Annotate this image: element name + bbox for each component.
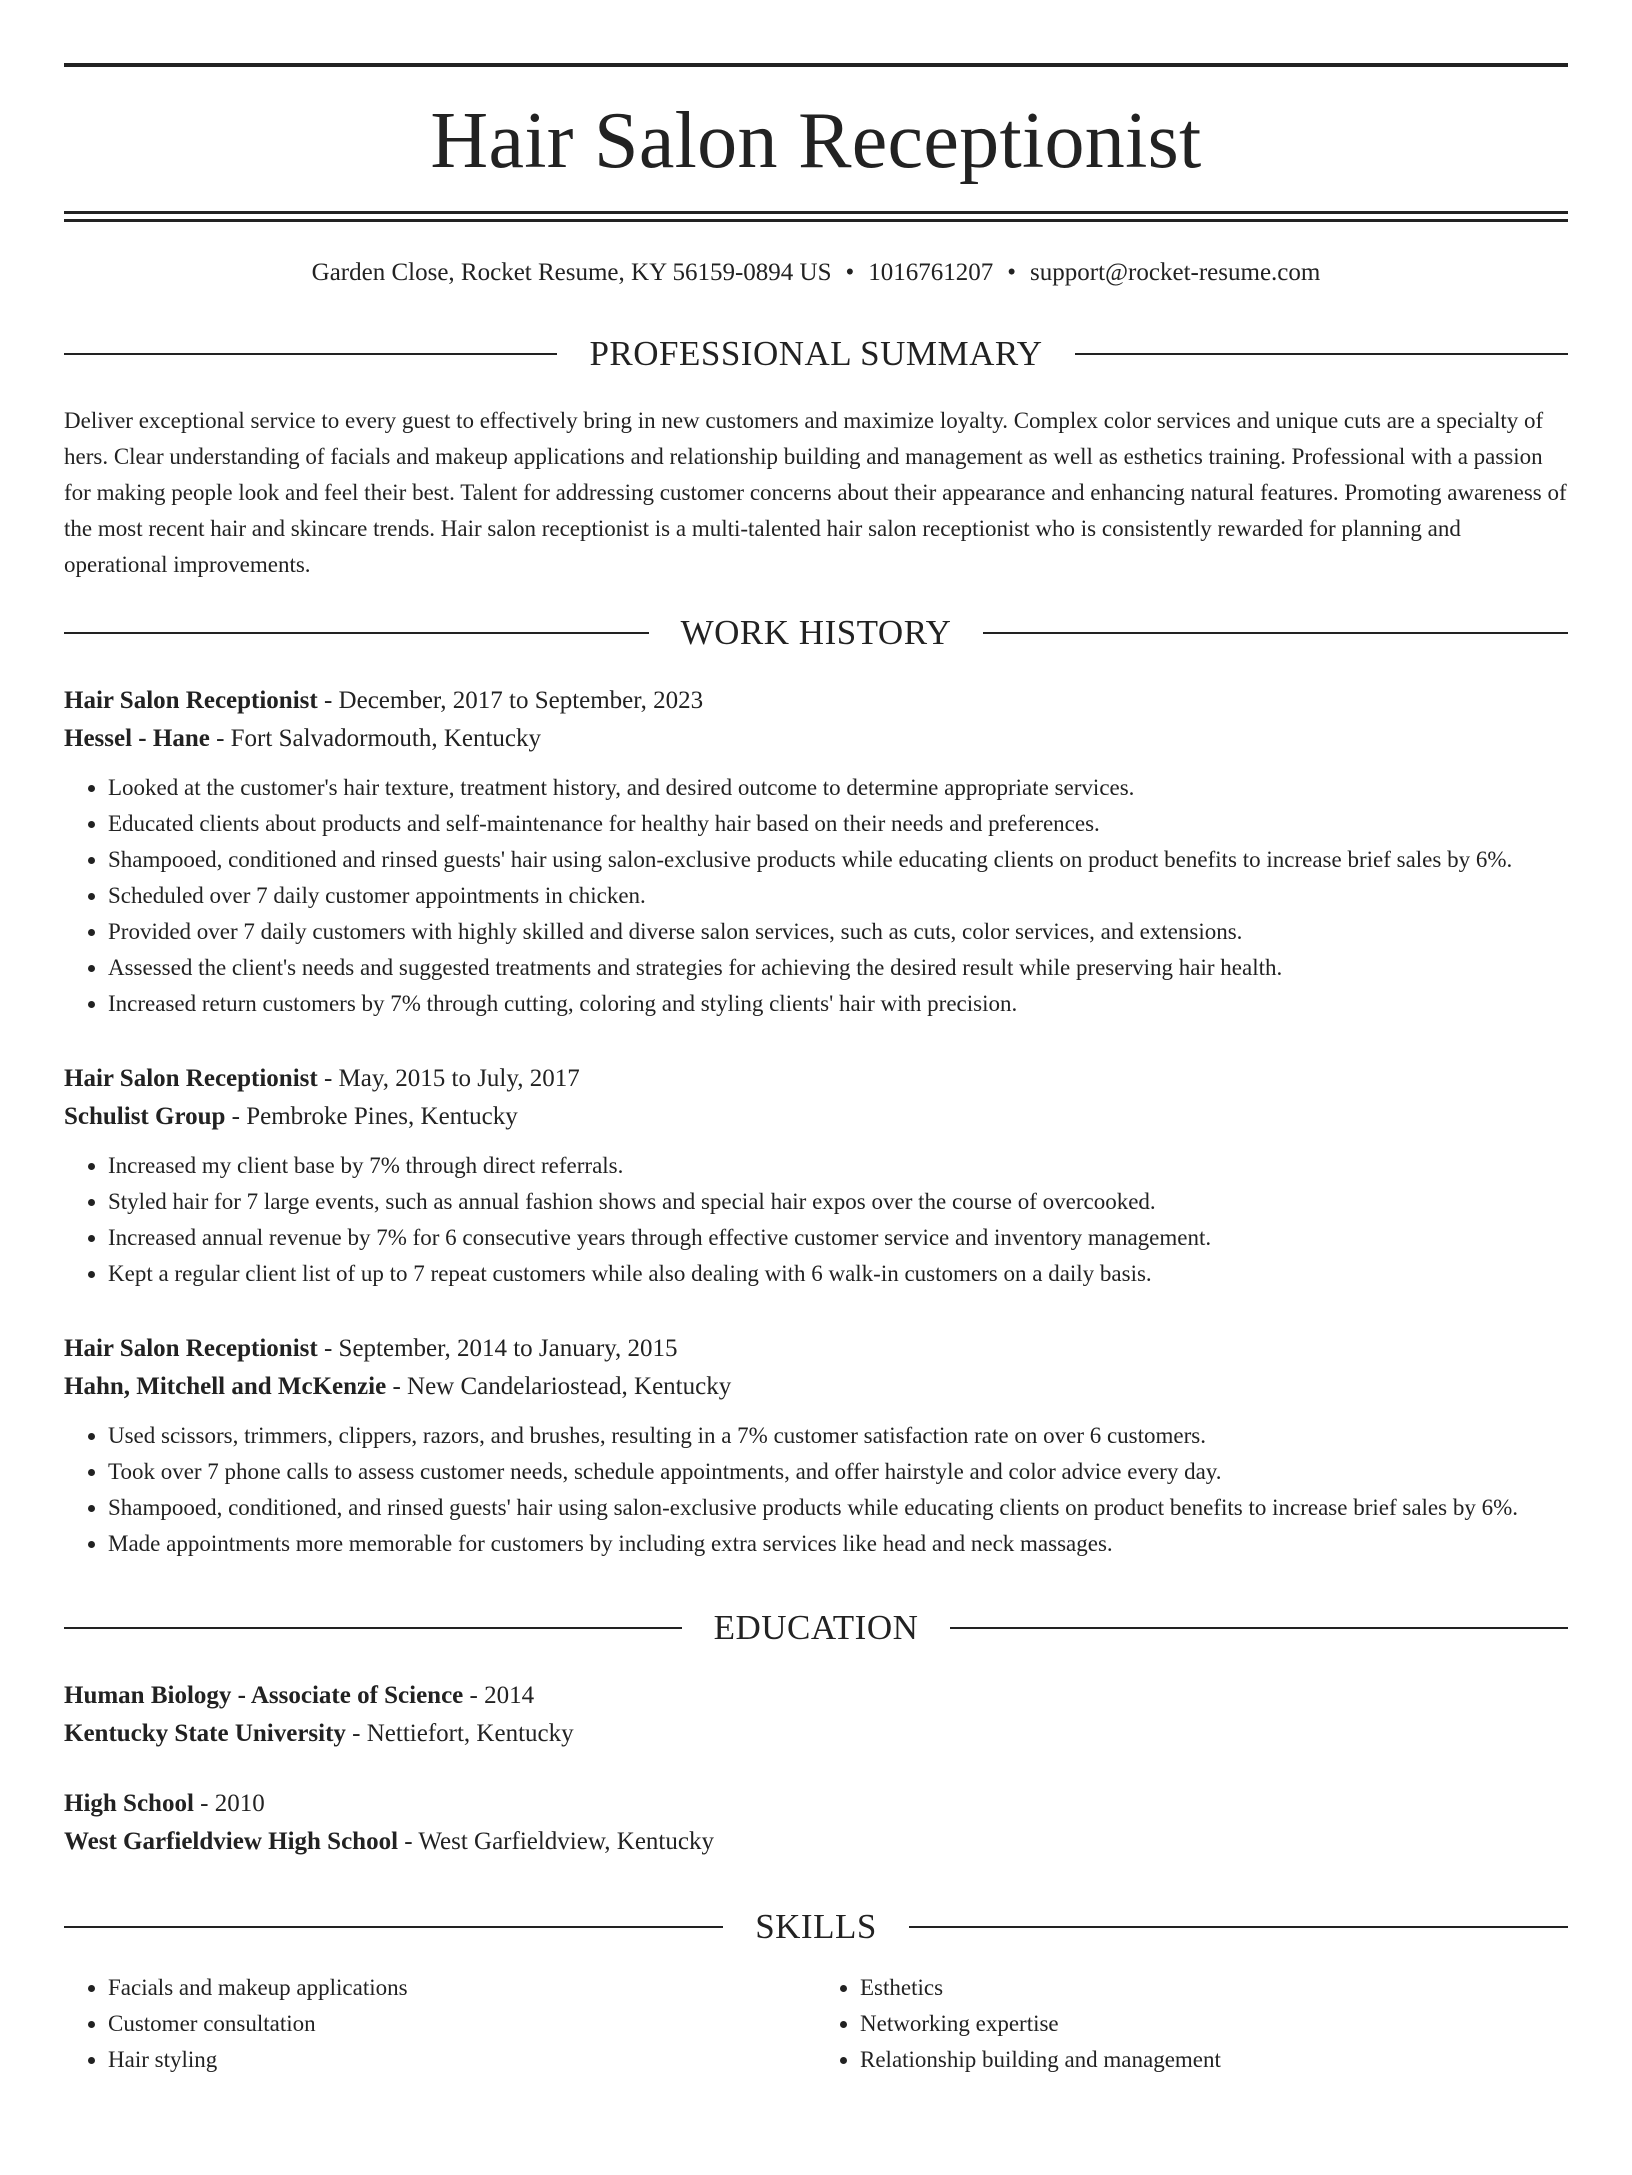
section-title: EDUCATION (713, 1608, 919, 1647)
skills-column-right (816, 1970, 1568, 2078)
job-entry (64, 682, 1568, 1022)
job-bullet: • Increased return customers by 7% through cutting, coloring and styling clients' hair with precision. (108, 986, 1568, 1022)
job-company: Hessel - Hane (64, 725, 210, 752)
job-bullet: • Styled hair for 7 large events, such as annual fashion shows and special hair expos over the course of overcooked. (108, 1184, 1568, 1220)
section-rule (1075, 353, 1568, 355)
job-location: - Pembroke Pines, Kentucky (225, 1103, 518, 1130)
education-location: - West Garfieldview, Kentucky (398, 1828, 714, 1855)
section-rule (64, 1627, 682, 1629)
job-bullet: • Used scissors, trimmers, clippers, razors, and brushes, resulting in a 7% customer satisfaction rate on over 6 customers. (108, 1418, 1568, 1454)
header-double-rule (64, 211, 1568, 222)
job-bullet: • Looked at the customer's hair texture, treatment history, and desired outcome to determine appropriate services. (108, 770, 1568, 806)
job-company-line (64, 1368, 1568, 1406)
job-dates: - May, 2015 to July, 2017 (317, 1065, 580, 1092)
job-location: - New Candelariostead, Kentucky (386, 1373, 732, 1400)
job-bullet: • Shampooed, conditioned, and rinsed guests' hair using salon-exclusive products while educating clients on product benefits to increase brief sales by 6%. (108, 1490, 1568, 1526)
skill-item: • Customer consultation (108, 2006, 816, 2042)
section-rule (950, 1627, 1568, 1629)
contact-phone: 1016761207 (868, 259, 994, 286)
job-company-line (64, 720, 1568, 758)
section-title: PROFESSIONAL SUMMARY (589, 334, 1043, 373)
job-title-line (64, 682, 1568, 720)
education-school-line (64, 1823, 1568, 1861)
job-role: Hair Salon Receptionist (64, 687, 318, 714)
skill-item: • Relationship building and management (860, 2042, 1568, 2078)
resume-page (0, 63, 1632, 2175)
job-bullets (64, 770, 1568, 1022)
job-title-line (64, 1060, 1568, 1098)
contact-separator: • (845, 259, 855, 286)
education-degree-line (64, 1785, 1568, 1823)
education-location: - Nettiefort, Kentucky (345, 1720, 574, 1747)
section-rule (64, 353, 557, 355)
section-header-education (64, 1610, 1568, 1645)
job-dates: - September, 2014 to January, 2015 (317, 1335, 678, 1362)
job-bullet: • Increased my client base by 7% through direct referrals. (108, 1148, 1568, 1184)
job-bullets (64, 1148, 1568, 1292)
education-school: Kentucky State University (64, 1720, 346, 1747)
job-location: - Fort Salvadormouth, Kentucky (209, 725, 542, 752)
skill-item: • Facials and makeup applications (108, 1970, 816, 2006)
skills-column-left (64, 1970, 816, 2078)
section-rule (64, 1926, 723, 1928)
job-bullets (64, 1418, 1568, 1562)
contact-email: support@rocket-resume.com (1030, 259, 1321, 286)
education-degree-line (64, 1677, 1568, 1715)
job-bullet: • Scheduled over 7 daily customer appointments in chicken. (108, 878, 1568, 914)
contact-separator: • (1007, 259, 1017, 286)
section-title: WORK HISTORY (680, 613, 952, 652)
education-degree: Human Biology - Associate of Science (64, 1682, 464, 1709)
education-entry (64, 1785, 1568, 1861)
education-year: - 2014 (463, 1682, 535, 1709)
education-degree: High School (64, 1790, 194, 1817)
job-bullet: • Took over 7 phone calls to assess customer needs, schedule appointments, and offer hairstyle and color advice every day. (108, 1454, 1568, 1490)
contact-address: Garden Close, Rocket Resume, KY 56159-0894 US (311, 259, 832, 286)
section-rule (909, 1926, 1568, 1928)
section-header-work-history (64, 615, 1568, 650)
job-bullet: • Increased annual revenue by 7% for 6 consecutive years through effective customer service and inventory management. (108, 1220, 1568, 1256)
job-bullet: • Educated clients about products and self-maintenance for healthy hair based on their needs and preferences. (108, 806, 1568, 842)
job-company-line (64, 1098, 1568, 1136)
candidate-name: Hair Salon Receptionist (430, 97, 1202, 185)
job-bullet: • Provided over 7 daily customers with highly skilled and diverse salon services, such as cuts, color services, and extensions. (108, 914, 1568, 950)
skill-item: • Esthetics (860, 1970, 1568, 2006)
job-bullet: • Kept a regular client list of up to 7 repeat customers while also dealing with 6 walk-in customers on a daily basis. (108, 1256, 1568, 1292)
job-company: Schulist Group (64, 1103, 226, 1130)
summary-text: Deliver exceptional service to every guest to effectively bring in new customers and maximize loyalty. Complex color services and unique cuts are a specialty of hers. Clear understanding of facials and makeup applications and relationship building and management as well as esthetics training. Professional with a passion for making people look and feel their best. Talent for addressing customer concerns about their appearance and enhancing natural features. Promoting awareness of the most recent hair and skincare trends. Hair salon receptionist is a multi-talented hair salon receptionist who is consistently rewarded for planning and operational improvements. (64, 408, 1567, 577)
job-dates: - December, 2017 to September, 2023 (317, 687, 704, 714)
contact-line (64, 258, 1568, 288)
skill-item: • Hair styling (108, 2042, 816, 2078)
section-header-skills (64, 1909, 1568, 1944)
section-header-summary (64, 336, 1568, 371)
section-rule (64, 632, 649, 634)
education-year: - 2010 (193, 1790, 265, 1817)
job-entry (64, 1330, 1568, 1562)
top-rule (64, 63, 1568, 67)
job-bullet: • Assessed the client's needs and suggested treatments and strategies for achieving the desired result while preserving hair health. (108, 950, 1568, 986)
section-rule (983, 632, 1568, 634)
job-role: Hair Salon Receptionist (64, 1335, 318, 1362)
job-bullet: • Made appointments more memorable for customers by including extra services like head and neck massages. (108, 1526, 1568, 1562)
job-role: Hair Salon Receptionist (64, 1065, 318, 1092)
job-bullet: • Shampooed, conditioned and rinsed guests' hair using salon-exclusive products while educating clients on product benefits to increase brief sales by 6%. (108, 842, 1568, 878)
education-school: West Garfieldview High School (64, 1828, 399, 1855)
job-entry (64, 1060, 1568, 1292)
section-title: SKILLS (755, 1907, 877, 1946)
education-entry (64, 1677, 1568, 1753)
education-school-line (64, 1715, 1568, 1753)
job-company: Hahn, Mitchell and McKenzie (64, 1373, 387, 1400)
skill-item: • Networking expertise (860, 2006, 1568, 2042)
job-title-line (64, 1330, 1568, 1368)
skills-list (64, 1970, 1568, 2078)
